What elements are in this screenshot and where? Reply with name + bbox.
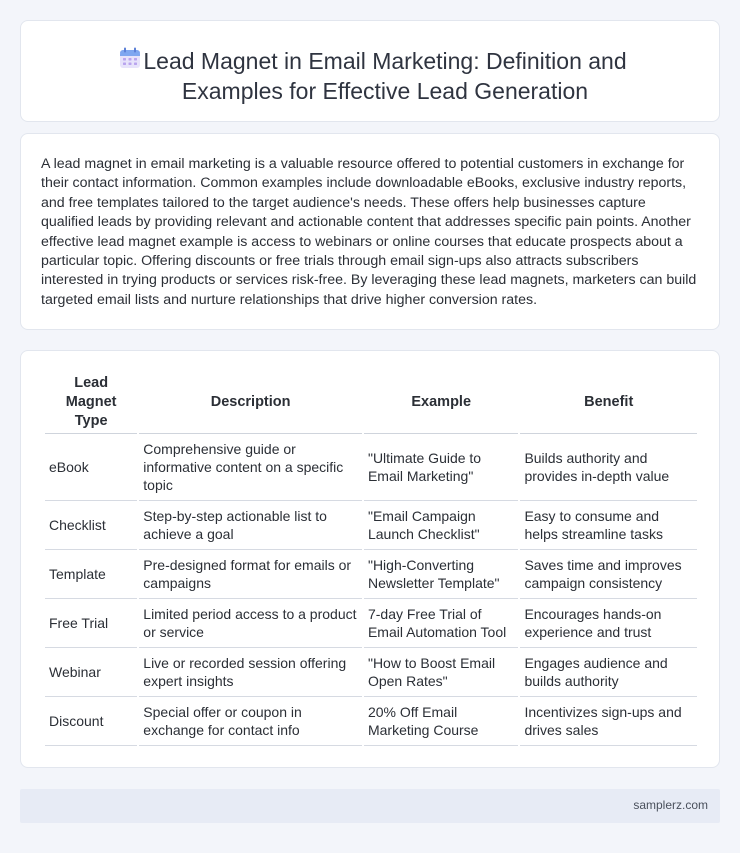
cell-benefit: Encourages hands-on experience and trust [520,599,697,648]
cell-type: Checklist [45,501,137,550]
cell-type: Webinar [45,648,137,697]
cell-type: Free Trial [45,599,137,648]
cell-description: Pre-designed format for emails or campaigns [139,550,362,599]
cell-example: 20% Off Email Marketing Course [364,697,518,746]
cell-benefit: Saves time and improves campaign consistency [520,550,697,599]
cell-description: Comprehensive guide or informative content on a specific topic [139,434,362,501]
cell-example: "How to Boost Email Open Rates" [364,648,518,697]
cell-benefit: Builds authority and provides in-depth value [520,434,697,501]
table-card [20,350,720,768]
intro-paragraph: A lead magnet in email marketing is a valuable resource offered to potential customers in exchange for their contact information. Common examples include downloadable eBooks, exclusive industry reports, and free templates tailored to the target audience's needs. These offers help businesses capture qualified leads by providing relevant and actionable content that addresses specific pain points. Another effective lead magnet example is access to webinars or online courses that educate prospects about a particular topic. Offering discounts or free trials through email sign-ups also attracts subscribers interested in trying products or services risk-free. By leveraging these lead magnets, marketers can build targeted email lists and nurture relationships that drive higher conversion rates. [41,156,697,308]
table-row [45,648,697,697]
cell-example: "High-Converting Newsletter Template" [364,550,518,599]
cell-type: Discount [45,697,137,746]
table-row [45,599,697,648]
header-description: Description [139,371,362,434]
cell-type: Template [45,550,137,599]
cell-example: 7-day Free Trial of Email Automation Tool [364,599,518,648]
footer-site-link[interactable]: samplerz.com [633,798,708,812]
intro-card [20,133,720,330]
cell-description: Special offer or coupon in exchange for contact info [139,697,362,746]
table-header-row [45,371,697,434]
cell-description: Step-by-step actionable list to achieve a goal [139,501,362,550]
cell-description: Live or recorded session offering expert insights [139,648,362,697]
lead-magnet-table [43,371,699,746]
table-row [45,501,697,550]
header-type: Lead Magnet Type [45,371,137,434]
title-card [20,20,720,122]
cell-type: eBook [45,434,137,501]
header-example: Example [364,371,518,434]
cell-description: Limited period access to a product or service [139,599,362,648]
footer-bar [20,789,720,823]
cell-benefit: Incentivizes sign-ups and drives sales [520,697,697,746]
table-row [45,697,697,746]
header-benefit: Benefit [520,371,697,434]
cell-example: "Ultimate Guide to Email Marketing" [364,434,518,501]
table-row [45,550,697,599]
table-row [45,434,697,501]
cell-example: "Email Campaign Launch Checklist" [364,501,518,550]
page-title: Lead Magnet in Email Marketing: Definition and Examples for Effective Lead Generation [143,48,627,104]
cell-benefit: Easy to consume and helps streamline tasks [520,501,697,550]
cell-benefit: Engages audience and builds authority [520,648,697,697]
